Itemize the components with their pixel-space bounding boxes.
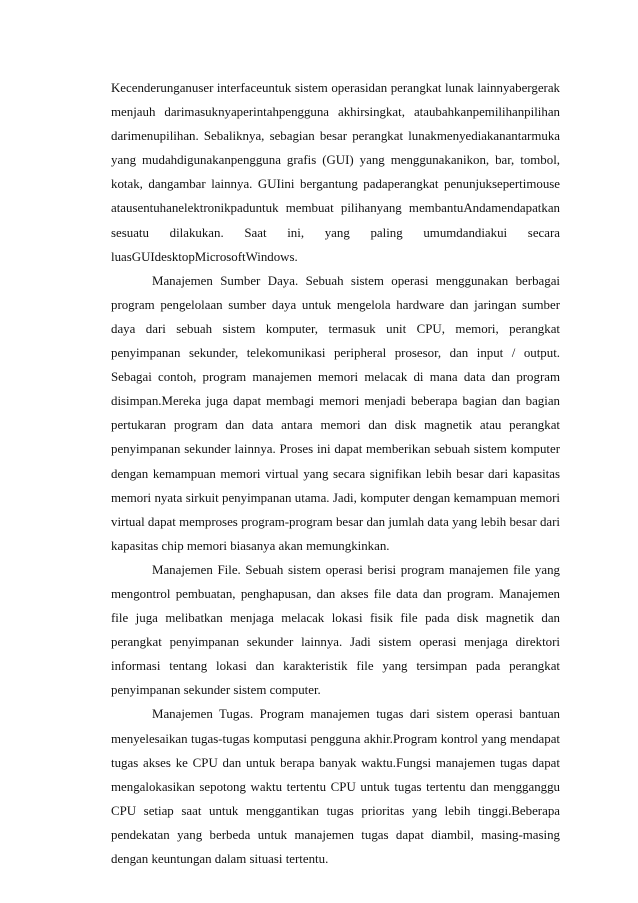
paragraph-resource-management: Manajemen Sumber Daya. Sebuah sistem operasi menggunakan berbagai program pengelolaan sumber daya untuk mengelola hardware dan jaringan sumber daya dari sebuah sistem komputer, termasuk unit CPU, memori, perangkat penyimpanan sekunder, telekomunikasi peripheral prosesor, dan input / output. Sebagai contoh, program manajemen memori melacak di mana data dan program disimpan.Mereka juga dapat membagi memori menjadi beberapa bagian dan bagian pertukaran program dan data antara memori dan disk magnetik atau perangkat penyimpanan sekunder lainnya. Proses ini dapat memberikan sebuah sistem komputer dengan kemampuan memori virtual yang secara signifikan lebih besar dari kapasitas memori nyata sirkuit penyimpanan utama. Jadi, komputer dengan kemampuan memori virtual dapat memproses program-program besar dan jumlah data yang lebih besar dari kapasitas chip memori biasanya akan memungkinkan. (111, 273, 560, 553)
paragraph-gui: Kecenderunganuser interfaceuntuk sistem operasidan perangkat lunak lainnyabergerak menjauh darimasuknyaperintahpengguna akhirsingkat, ataubahkanpemilihanpilihan darimenupilihan. Sebaliknya, sebagian besar perangkat lunakmenyediakanantarmuka yang mudahdigunakanpengguna grafis (GUI) yang menggunakanikon, bar, tombol, kotak, dangambar lainnya. GUIini bergantung padaperangkat penunjuksepertimouse atausentuhanelektronikpaduntuk membuat pilihanyang membantuAndamendapatkan sesuatu dilakukan. Saat ini, yang paling umumdandiakui secara luasGUIdesktopMicrosoftWindows. (111, 81, 560, 264)
paragraph-file-management: Manajemen File. Sebuah sistem operasi berisi program manajemen file yang mengontrol pembuatan, penghapusan, dan akses file data dan program. Manajemen file juga melibatkan menjaga melacak lokasi fisik file pada disk magnetik dan perangkat penyimpanan sekunder lainnya. Jadi sistem operasi menjaga direktori informasi tentang lokasi dan karakteristik file yang tersimpan pada perangkat penyimpanan sekunder sistem computer. (111, 562, 560, 698)
document-body (111, 76, 560, 871)
paragraph-task-management: Manajemen Tugas. Program manajemen tugas dari sistem operasi bantuan menyelesaikan tugas-tugas komputasi pengguna akhir.Program kontrol yang mendapat tugas akses ke CPU dan untuk berapa banyak waktu.Fungsi manajemen tugas dapat mengalokasikan sepotong waktu tertentu CPU untuk tugas tertentu dan mengganggu CPU setiap saat untuk menggantikan tugas prioritas yang lebih tinggi.Beberapa pendekatan yang berbeda untuk manajemen tugas dapat diambil, masing-masing dengan keuntungan dalam situasi tertentu. (111, 707, 560, 866)
